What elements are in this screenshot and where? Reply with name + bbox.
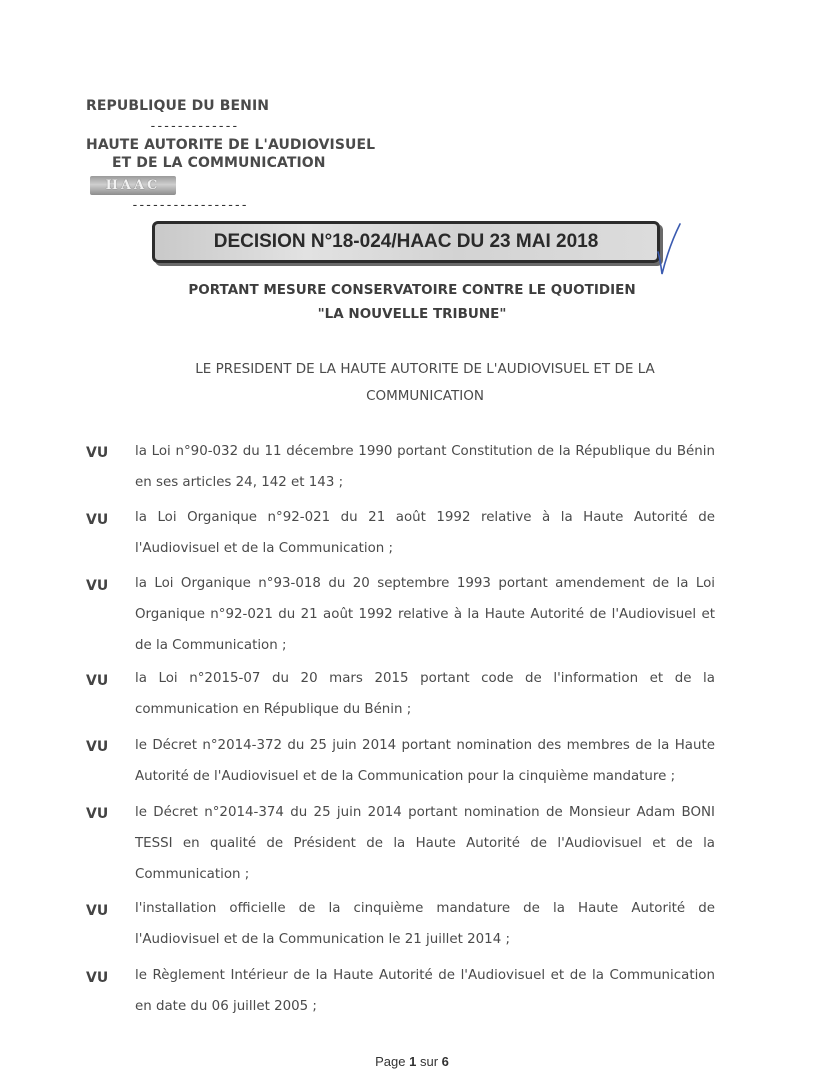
- vu-label: VU: [86, 512, 109, 528]
- authority-heading-line1: HAUTE AUTORITE DE L'AUDIOVISUEL: [86, 137, 376, 153]
- vu-label: VU: [86, 739, 109, 755]
- consideration-text: la Loi Organique n°93-018 du 20 septembre 1993 portant amendement de la Loi Organique n°92-021 du 21 août 1992 relative à la Haute Autorité de l'Audiovisuel et de la Communication ;: [135, 576, 715, 653]
- consideration-text: la Loi Organique n°92-021 du 21 août 1992 relative à la Haute Autorité de l'Audiovisuel et de la Communication ;: [135, 510, 715, 556]
- vu-label: VU: [86, 578, 109, 594]
- page-current: 1: [409, 1054, 417, 1069]
- president-line2: COMMUNICATION: [366, 388, 484, 404]
- page-total: 6: [441, 1054, 449, 1069]
- authority-heading-line2: ET DE LA COMMUNICATION: [112, 155, 326, 171]
- page-footer: [0, 1054, 824, 1069]
- decision-title-box: [152, 221, 660, 263]
- president-line1: LE PRESIDENT DE LA HAUTE AUTORITE DE L'AUDIOVISUEL ET DE LA: [195, 361, 655, 377]
- handwritten-check-icon: [656, 222, 682, 278]
- vu-label: VU: [86, 673, 109, 689]
- vu-label: VU: [86, 903, 109, 919]
- header-separator: -------------: [149, 119, 238, 134]
- consideration-text: le Décret n°2014-372 du 25 juin 2014 portant nomination des membres de la Haute Autorité de l'Audiovisuel et de la Communication pour la cinquième mandature ;: [135, 738, 715, 784]
- page-separator: sur: [419, 1054, 439, 1069]
- page-word: Page: [375, 1054, 406, 1069]
- subtitle-line2: "LA NOUVELLE TRIBUNE": [317, 306, 507, 322]
- consideration-text: la Loi n°2015-07 du 20 mars 2015 portant code de l'information et de la communication en République du Bénin ;: [135, 671, 715, 717]
- consideration-text: le Règlement Intérieur de la Haute Autorité de l'Audiovisuel et de la Communication en date du 06 juillet 2005 ;: [135, 968, 715, 1014]
- vu-label: VU: [86, 970, 109, 986]
- consideration-text: le Décret n°2014-374 du 25 juin 2014 portant nomination de Monsieur Adam BONI TESSI en qualité de Président de la Haute Autorité de l'Audiovisuel et de la Communication ;: [135, 805, 715, 882]
- consideration-text: la Loi n°90-032 du 11 décembre 1990 portant Constitution de la République du Bénin en ses articles 24, 142 et 143 ;: [135, 444, 715, 490]
- haac-logo: HAAC: [90, 176, 176, 195]
- republic-heading: REPUBLIQUE DU BENIN: [86, 98, 270, 114]
- header-separator-2: -----------------: [131, 198, 248, 213]
- decision-title: DECISION N°18-024/HAAC DU 23 MAI 2018: [213, 231, 599, 252]
- subtitle-line1: PORTANT MESURE CONSERVATOIRE CONTRE LE QUOTIDIEN: [188, 282, 636, 298]
- consideration-text: l'installation officielle de la cinquième mandature de la Haute Autorité de l'Audiovisuel et de la Communication le 21 juillet 2014 ;: [135, 901, 715, 947]
- vu-label: VU: [86, 806, 109, 822]
- vu-label: VU: [86, 445, 109, 461]
